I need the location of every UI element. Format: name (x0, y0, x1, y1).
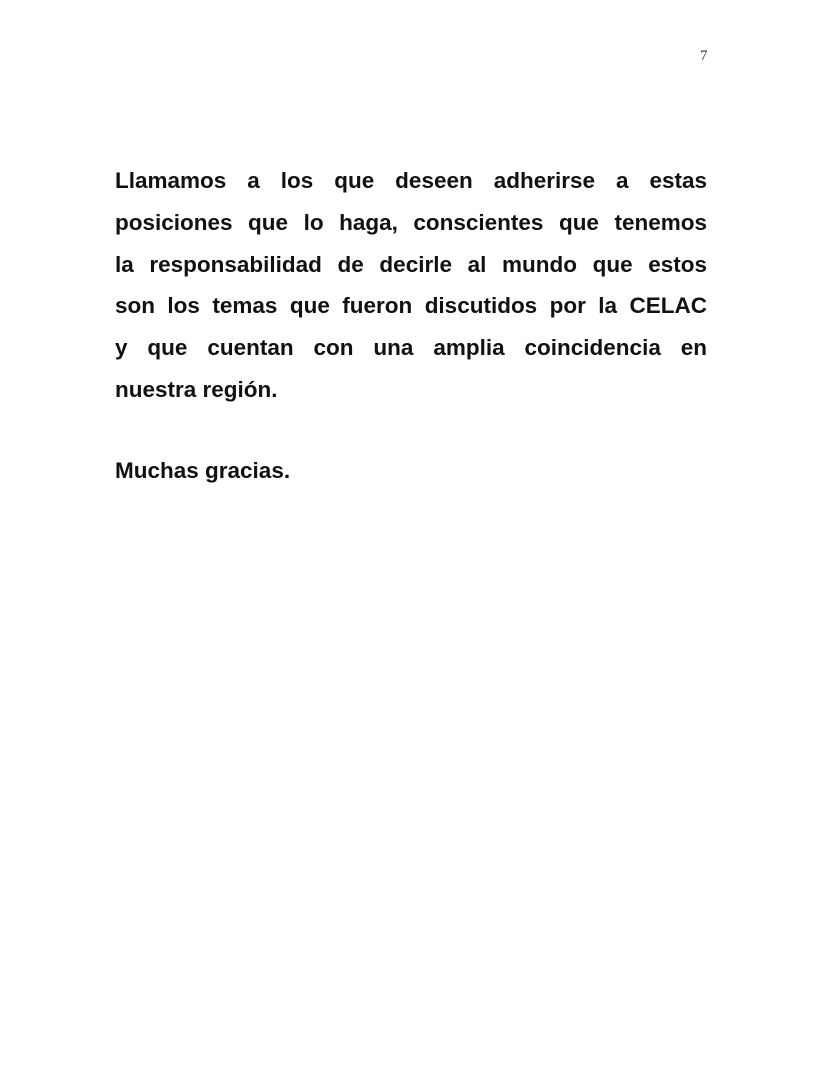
paragraph-line: y que cuentan con una amplia coincidencia en (115, 335, 707, 361)
paragraph-line: la responsabilidad de decirle al mundo que estos (115, 251, 707, 277)
paragraph-line: Llamamos a los que deseen adherirse a estas (115, 168, 707, 193)
page-number: 7 (700, 48, 708, 64)
paragraph-line: posiciones que lo haga, conscientes que tenemos (115, 209, 707, 235)
paragraph-line: son los temas que fueron discutidos por la CELAC (115, 293, 707, 319)
closing-text: Muchas gracias. (115, 458, 291, 483)
paragraph-line: nuestra región. (115, 376, 278, 402)
main-paragraph (115, 160, 707, 411)
